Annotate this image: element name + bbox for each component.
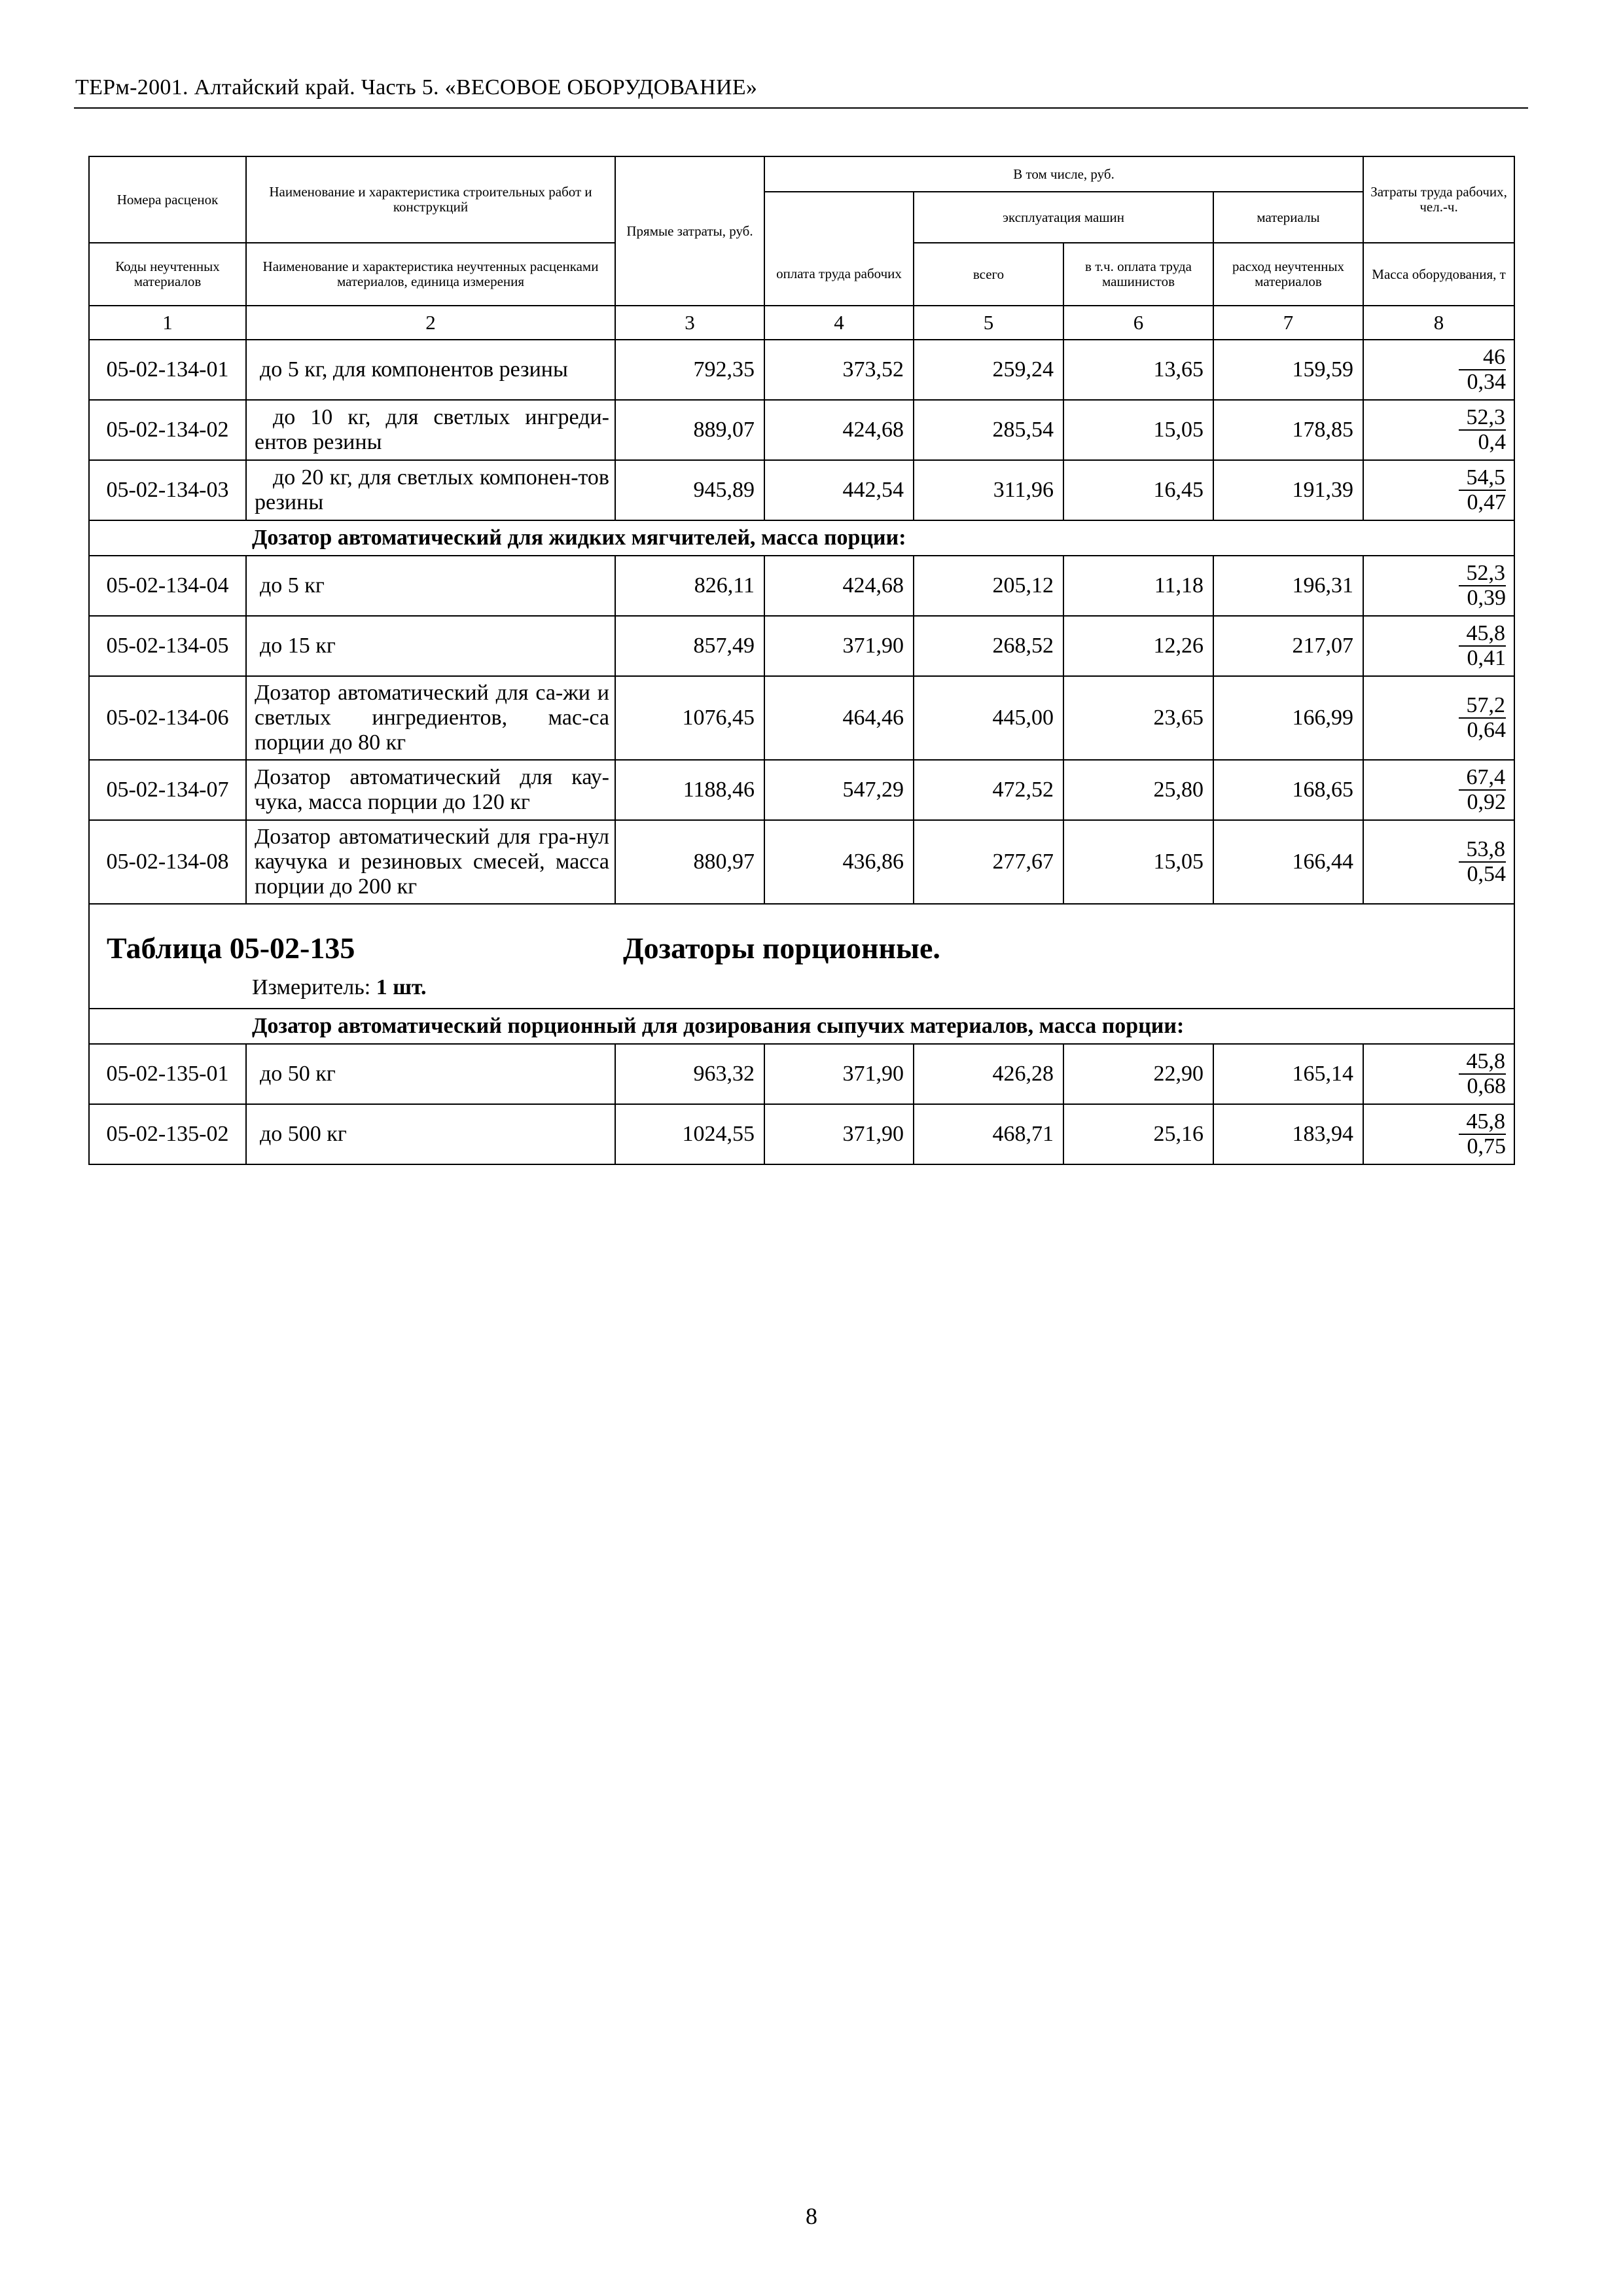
col-codes-header: Коды неучтенных материалов [89, 243, 246, 306]
page-header [74, 73, 1528, 109]
worker-pay: 371,90 [764, 616, 914, 676]
labor-hours: 46 [1483, 345, 1506, 369]
group-heading: Дозатор автоматический для жидких мягчителей, масса порции: [89, 520, 1514, 556]
direct-cost: 880,97 [615, 820, 764, 904]
rate-description: Дозатор автоматический для са-жи и светлых ингредиентов, мас-са порции до 80 кг [246, 676, 615, 760]
col-pay-header: оплата труда рабочих [764, 243, 914, 306]
rate-description: до 500 кг [246, 1104, 615, 1164]
meter [252, 975, 427, 1000]
table-title: Таблица 05-02-135 [107, 931, 355, 965]
table-row [89, 556, 1514, 616]
col-number: 2 [246, 306, 615, 340]
table-row [89, 340, 1514, 400]
col-name-header: Наименование и характеристика строительных работ и конструкций [246, 156, 615, 243]
worker-pay: 424,68 [764, 400, 914, 460]
header-row-1 [89, 156, 1514, 192]
labor-mass-fraction [1363, 556, 1514, 616]
machine-cost: 285,54 [914, 400, 1063, 460]
labor-mass-fraction [1363, 760, 1514, 820]
col-incl-header: В том числе, руб. [764, 156, 1363, 192]
machinist-pay: 22,90 [1063, 1044, 1213, 1104]
machinist-pay: 15,05 [1063, 400, 1213, 460]
col-incl-pay-header: в т.ч. оплата труда машинистов [1063, 243, 1213, 306]
materials-cost: 183,94 [1213, 1104, 1363, 1164]
worker-pay: 424,68 [764, 556, 914, 616]
materials-cost: 178,85 [1213, 400, 1363, 460]
labor-mass-fraction [1363, 400, 1514, 460]
equipment-mass: 0,75 [1467, 1134, 1507, 1158]
col-machines-header: эксплуатация машин [914, 192, 1213, 243]
rate-code: 05-02-135-01 [89, 1044, 246, 1104]
table-row [89, 616, 1514, 676]
rate-description: Дозатор автоматический для гра-нул каучука и резиновых смесей, масса порции до 200 кг [246, 820, 615, 904]
machine-cost: 277,67 [914, 820, 1063, 904]
equipment-mass: 0,64 [1467, 718, 1507, 742]
group-row [89, 1009, 1514, 1044]
machinist-pay: 25,16 [1063, 1104, 1213, 1164]
labor-hours: 45,8 [1466, 621, 1506, 645]
direct-cost: 1076,45 [615, 676, 764, 760]
equipment-mass: 0,4 [1478, 430, 1507, 454]
labor-mass-fraction [1363, 460, 1514, 520]
worker-pay: 373,52 [764, 340, 914, 400]
materials-cost: 168,65 [1213, 760, 1363, 820]
col-number: 6 [1063, 306, 1213, 340]
materials-cost: 191,39 [1213, 460, 1363, 520]
labor-hours: 67,4 [1466, 765, 1506, 789]
rate-code: 05-02-134-05 [89, 616, 246, 676]
machinist-pay: 25,80 [1063, 760, 1213, 820]
machinist-pay: 12,26 [1063, 616, 1213, 676]
machinist-pay: 15,05 [1063, 820, 1213, 904]
machine-cost: 311,96 [914, 460, 1063, 520]
rate-description: Дозатор автоматический для кау-чука, масса порции до 120 кг [246, 760, 615, 820]
col-total-header: всего [914, 243, 1063, 306]
machine-cost: 205,12 [914, 556, 1063, 616]
rate-description: до 50 кг [246, 1044, 615, 1104]
rate-description: до 5 кг, для компонентов резины [246, 340, 615, 400]
machine-cost: 259,24 [914, 340, 1063, 400]
labor-mass-fraction [1363, 1044, 1514, 1104]
rate-code: 05-02-135-02 [89, 1104, 246, 1164]
equipment-mass: 0,47 [1467, 490, 1507, 514]
machine-cost: 426,28 [914, 1044, 1063, 1104]
direct-cost: 1024,55 [615, 1104, 764, 1164]
worker-pay: 442,54 [764, 460, 914, 520]
col-name2-header: Наименование и характеристика неучтенных расценками материалов, единица измерения [246, 243, 615, 306]
page-number: 8 [806, 2203, 817, 2229]
labor-hours: 45,8 [1466, 1109, 1506, 1134]
col-number: 8 [1363, 306, 1514, 340]
col-number: 1 [89, 306, 246, 340]
table-row [89, 1044, 1514, 1104]
equipment-mass: 0,39 [1467, 586, 1507, 610]
table-row [89, 820, 1514, 904]
rate-code: 05-02-134-03 [89, 460, 246, 520]
col-direct-header: Прямые затраты, руб. [615, 156, 764, 306]
rate-description: до 10 кг, для светлых ингреди-ентов резины [246, 400, 615, 460]
rate-code: 05-02-134-08 [89, 820, 246, 904]
table-row [89, 760, 1514, 820]
col-materials-header: материалы [1213, 192, 1363, 243]
labor-hours: 53,8 [1466, 837, 1506, 861]
rate-code: 05-02-134-06 [89, 676, 246, 760]
table-row [89, 676, 1514, 760]
labor-hours: 45,8 [1466, 1049, 1506, 1073]
rate-code: 05-02-134-02 [89, 400, 246, 460]
machinist-pay: 23,65 [1063, 676, 1213, 760]
meter-label: Измеритель: [252, 975, 371, 999]
table-row [89, 460, 1514, 520]
machinist-pay: 13,65 [1063, 340, 1213, 400]
group-row [89, 520, 1514, 556]
header-row-3 [89, 243, 1514, 306]
table-name: Дозаторы порционные. [623, 931, 940, 965]
worker-pay: 436,86 [764, 820, 914, 904]
equipment-mass: 0,34 [1467, 370, 1507, 394]
labor-hours: 57,2 [1466, 693, 1506, 717]
col-mass-header: Масса оборудования, т [1363, 243, 1514, 306]
table-heading [89, 904, 1514, 1009]
direct-cost: 889,07 [615, 400, 764, 460]
machine-cost: 445,00 [914, 676, 1063, 760]
labor-hours: 52,3 [1466, 405, 1506, 429]
table-heading-row [89, 904, 1514, 1009]
labor-mass-fraction [1363, 1104, 1514, 1164]
rate-description: до 5 кг [246, 556, 615, 616]
labor-hours: 54,5 [1466, 465, 1506, 490]
col-consumption-header: расход неучтенных материалов [1213, 243, 1363, 306]
rate-code: 05-02-134-04 [89, 556, 246, 616]
col-number: 4 [764, 306, 914, 340]
equipment-mass: 0,68 [1467, 1074, 1507, 1098]
meter-value: 1 шт. [376, 975, 427, 999]
column-numbers-row [89, 306, 1514, 340]
labor-hours: 52,3 [1466, 561, 1506, 585]
rate-code: 05-02-134-07 [89, 760, 246, 820]
materials-cost: 159,59 [1213, 340, 1363, 400]
worker-pay: 371,90 [764, 1044, 914, 1104]
col-number: 5 [914, 306, 1063, 340]
col-pay-spacer [764, 192, 914, 243]
materials-cost: 166,99 [1213, 676, 1363, 760]
worker-pay: 547,29 [764, 760, 914, 820]
col-number: 3 [615, 306, 764, 340]
group-heading: Дозатор автоматический порционный для дозирования сыпучих материалов, масса порции: [89, 1009, 1514, 1044]
materials-cost: 196,31 [1213, 556, 1363, 616]
machine-cost: 468,71 [914, 1104, 1063, 1164]
rates-table [88, 156, 1515, 1165]
machine-cost: 268,52 [914, 616, 1063, 676]
rate-description: до 20 кг, для светлых компонен-тов резины [246, 460, 615, 520]
direct-cost: 792,35 [615, 340, 764, 400]
labor-mass-fraction [1363, 676, 1514, 760]
equipment-mass: 0,92 [1467, 790, 1507, 814]
direct-cost: 945,89 [615, 460, 764, 520]
col-num-header: Номера расценок [89, 156, 246, 243]
direct-cost: 857,49 [615, 616, 764, 676]
materials-cost: 217,07 [1213, 616, 1363, 676]
materials-cost: 165,14 [1213, 1044, 1363, 1104]
materials-cost: 166,44 [1213, 820, 1363, 904]
machinist-pay: 16,45 [1063, 460, 1213, 520]
direct-cost: 826,11 [615, 556, 764, 616]
direct-cost: 963,32 [615, 1044, 764, 1104]
equipment-mass: 0,41 [1467, 646, 1507, 670]
labor-mass-fraction [1363, 616, 1514, 676]
col-number: 7 [1213, 306, 1363, 340]
table-row [89, 400, 1514, 460]
machine-cost: 472,52 [914, 760, 1063, 820]
machinist-pay: 11,18 [1063, 556, 1213, 616]
equipment-mass: 0,54 [1467, 862, 1507, 886]
worker-pay: 464,46 [764, 676, 914, 760]
worker-pay: 371,90 [764, 1104, 914, 1164]
page-header-title: ТЕРм-2001. Алтайский край. Часть 5. «ВЕСОВОЕ ОБОРУДОВАНИЕ» [75, 75, 758, 99]
col-labor-header: Затраты труда рабочих, чел.-ч. [1363, 156, 1514, 243]
labor-mass-fraction [1363, 820, 1514, 904]
rate-description: до 15 кг [246, 616, 615, 676]
rate-code: 05-02-134-01 [89, 340, 246, 400]
direct-cost: 1188,46 [615, 760, 764, 820]
labor-mass-fraction [1363, 340, 1514, 400]
table-row [89, 1104, 1514, 1164]
